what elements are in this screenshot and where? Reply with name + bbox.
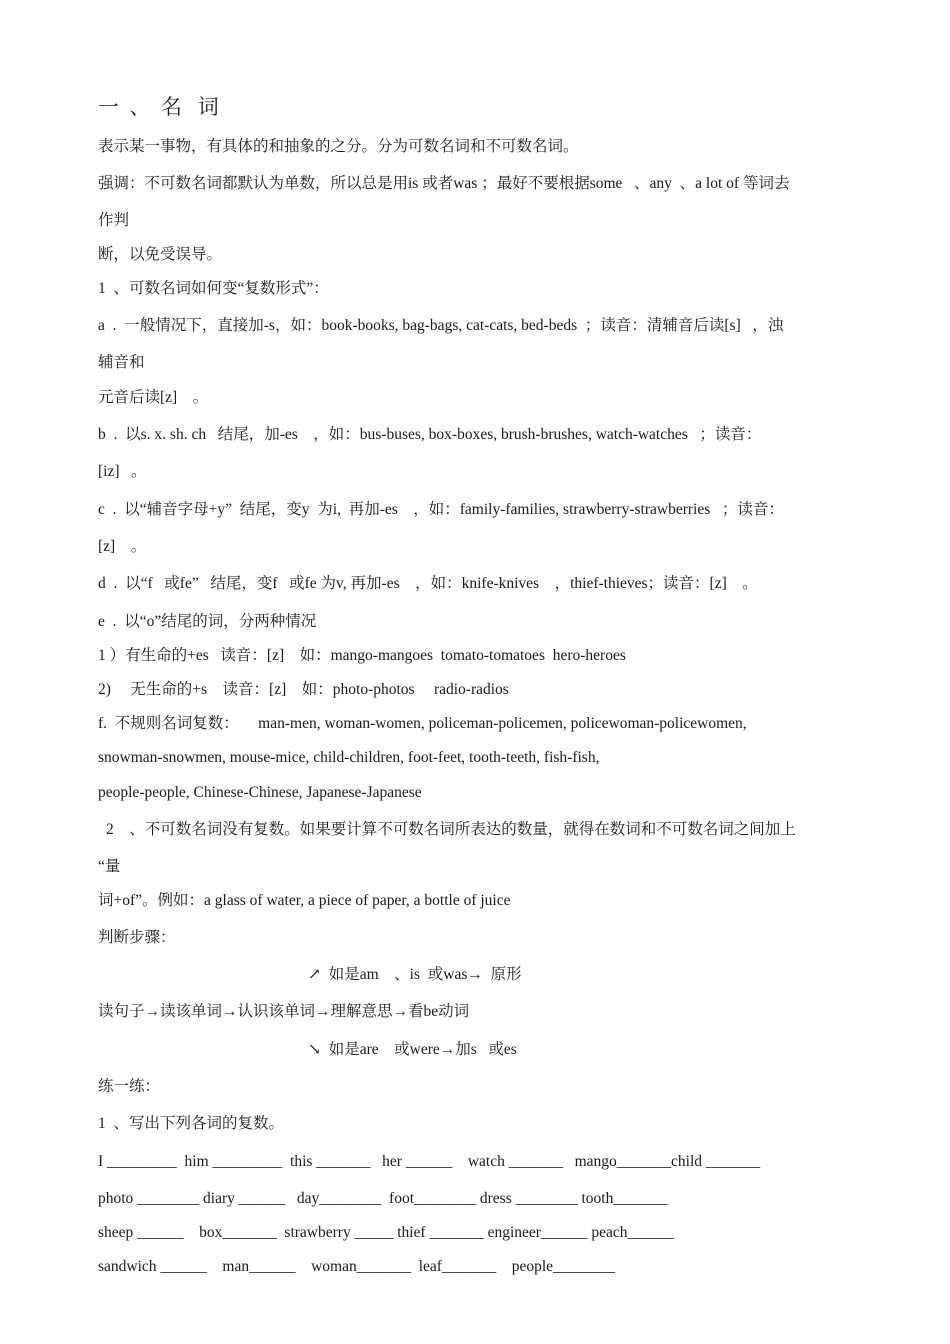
text-line: b . 以s. x. sh. ch 结尾，加-es ，如：bus-buses, box-boxes, brush-brushes, watch-watches ；读音：	[98, 426, 762, 443]
exercise-line: photo ________ diary ______ day________ foot________ dress ________ tooth_______	[98, 1190, 668, 1207]
text-line: 1 ）有生命的+es 读音：[z] 如：mango-mangoes tomato-tomatoes hero-heroes	[98, 647, 626, 664]
text-line: 作判	[98, 212, 130, 229]
text-line: 1 、可数名词如何变“复数形式”：	[98, 280, 329, 297]
section-title: 一 、 名 词	[98, 95, 219, 119]
text-line: f. 不规则名词复数： man-men, woman-women, policeman-policemen, policewoman-policewomen,	[98, 715, 747, 732]
text-line: 表示某一事物，有具体的和抽象的之分。分为可数名词和不可数名词。	[98, 138, 579, 155]
text-line: a . 一般情况下，直接加-s，如：book-books, bag-bags, cat-cats, bed-beds ；读音：清辅音后读[s] ，浊	[98, 317, 784, 334]
text-line: c . 以“辅音字母+y” 结尾，变y 为i, 再加-es ，如：family-families, strawberry-strawberries ；读音：	[98, 501, 784, 518]
text-line: 判断步骤：	[98, 929, 176, 946]
exercise-line: I _________ him _________ this _______ her ______ watch _______ mango_______child _______	[98, 1153, 761, 1170]
text-line: 断，以免受误导。	[98, 246, 223, 263]
exercise-line: sandwich ______ man______ woman_______ leaf_______ people________	[98, 1258, 616, 1275]
text-line: e . 以“o”结尾的词，分两种情况	[98, 613, 317, 630]
text-line: 2) 无生命的+s 读音：[z] 如：photo-photos radio-radios	[98, 681, 509, 698]
text-line: 强调：不可数名词都默认为单数，所以总是用is 或者was ；最好不要根据some 、any 、a lot of 等词去	[98, 175, 790, 192]
text-line: snowman-snowmen, mouse-mice, child-children, foot-feet, tooth-teeth, fish-fish,	[98, 749, 600, 766]
exercise-line: sheep ______ box_______ strawberry _____ thief _______ engineer______ peach______	[98, 1224, 674, 1241]
text-line: 元音后读[z] 。	[98, 389, 209, 406]
text-line: 辅音和	[98, 354, 145, 371]
text-line: 1 、写出下列各词的复数。	[98, 1115, 285, 1132]
text-line: 练一练：	[98, 1078, 161, 1095]
text-line: [z] 。	[98, 538, 147, 555]
text-line: 词+of”。例如：a glass of water, a piece of paper, a bottle of juice	[98, 892, 511, 909]
text-line: “量	[98, 858, 121, 875]
text-line: d . 以“f 或fe” 结尾，变f 或fe 为v, 再加-es ，如：knife-knives ，thief-thieves；读音：[z] 。	[98, 575, 758, 592]
step-branch-up: ↗ 如是am 、is 或was→ 原形	[308, 966, 522, 983]
text-line: [iz] 。	[98, 463, 147, 480]
step-flow: 读句子→读该单词→认识该单词→理解意思→看be动词	[98, 1003, 470, 1020]
step-branch-down: ↘ 如是are 或were→加s 或es	[308, 1041, 517, 1058]
text-line: 2 、不可数名词没有复数。如果要计算不可数名词所表达的数量，就得在数词和不可数名词之间加上	[106, 821, 796, 838]
text-line: people-people, Chinese-Chinese, Japanese-Japanese	[98, 784, 422, 801]
